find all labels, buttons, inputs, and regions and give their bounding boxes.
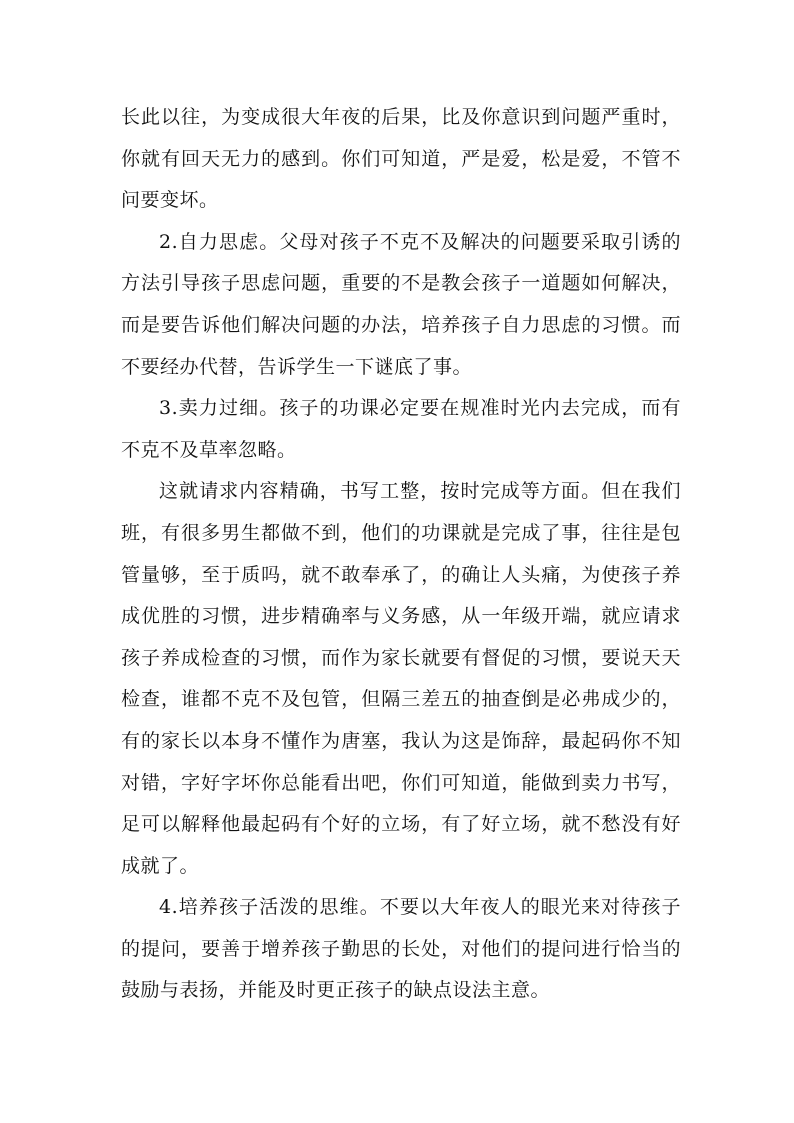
paragraph-continuation: 长此以往，为变成很大年夜的后果，比及你意识到问题严重时，你就有回天无力的感到。你们可知道，严是爱，松是爱，不管不问要变坏。	[121, 106, 681, 212]
paragraph-careful-work: 3.卖力过细。孩子的功课必定要在规准时光内去完成，而有不克不及草率忽略。	[121, 397, 681, 461]
paragraph-independent-thinking: 2.自力思虑。父母对孩子不克不及解决的问题要采取引诱的方法引导孩子思虑问题，重要的不是教会孩子一道题如何解决，而是要告诉他们解决问题的办法，培养孩子自力思虑的习惯。而不要经办代替，告诉学生一下谜底了事。	[121, 230, 681, 378]
paragraph-homework-requirements: 这就请求内容精确，书写工整，按时完成等方面。但在我们班，有很多男生都做不到，他们的功课就是完成了事，往往是包管量够，至于质吗，就不敢奉承了，的确让人头痛，为使孩子养成优胜的习惯，进步精确率与义务感，从一年级开端，就应请求孩子养成检查的习惯，而作为家长就要有督促的习惯，要说天天检查，谁都不克不及包管，但隔三差五的抽查倒是必弗成少的，有的家长以本身不懂作为唐塞，我认为这是饰辞，最起码你不知对错，字好字坏你总能看出吧，你们可知道，能做到卖力书写，足可以解释他最起码有个好的立场，有了好立场，就不愁没有好成就了。	[121, 480, 681, 877]
paragraph-active-thinking: 4.培养孩子活泼的思维。不要以大年夜人的眼光来对待孩子的提问，要善于增养孩子勤思的长处，对他们的提问进行恰当的鼓励与表扬，并能及时更正孩子的缺点设法主意。	[121, 896, 681, 1002]
document-body	[121, 97, 681, 1012]
